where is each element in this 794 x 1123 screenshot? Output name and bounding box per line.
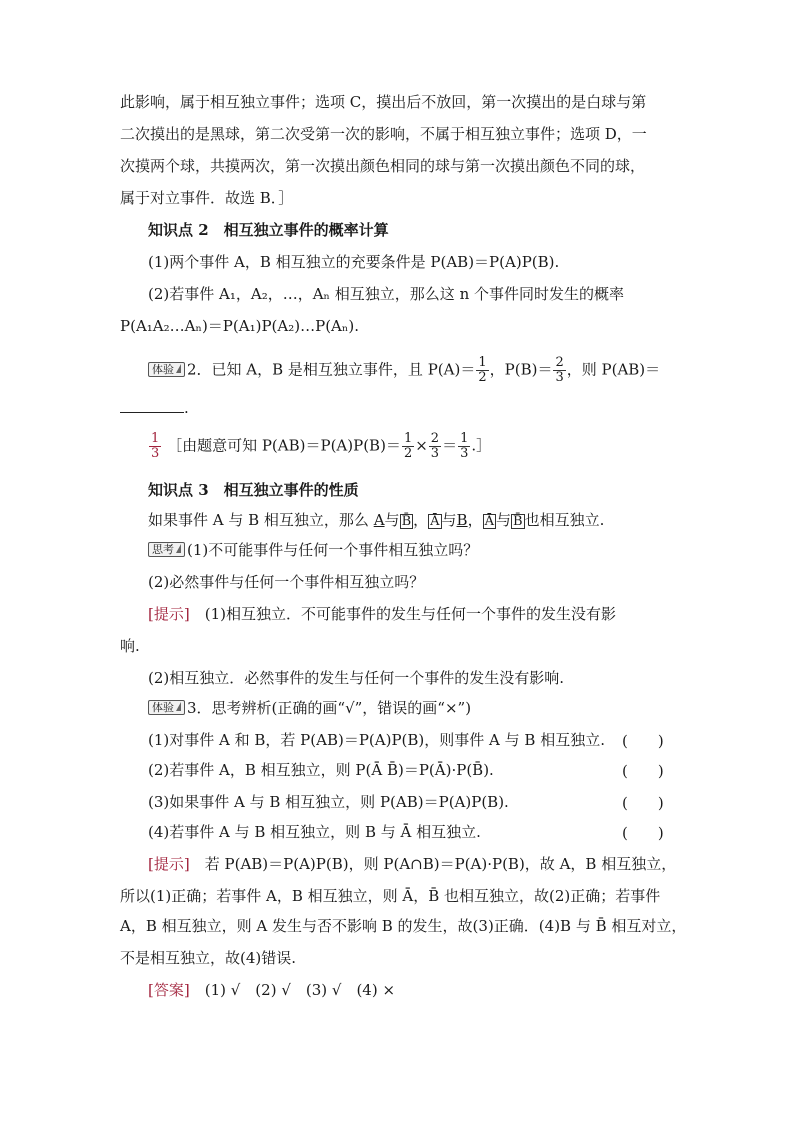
- text-line: 二次摸出的是黑球，第二次受第一次的影响，不属于相互独立事件；选项 D，一: [120, 125, 647, 143]
- question-1: (1)对事件 A 和 B，若 P(AB)＝P(A)P(B)，则事件 A 与 B 相互独立.: [148, 731, 605, 749]
- text-line: A，B 相互独立，则 A 发生与否不影响 B 的发生，故(3)正确．(4)B 与 B̄ 相互对立，: [120, 917, 687, 935]
- experience-tag: 体验: [148, 700, 185, 715]
- hint-label: [提示]: [148, 855, 190, 873]
- answer-paren[interactable]: ( ): [622, 824, 664, 842]
- fraction: $\frac{1}{2}$: [478, 355, 487, 385]
- hint-label: [提示]: [148, 605, 190, 623]
- answer-2: $\frac{1}{3}$ ［由题意可知 P(AB)＝P(A)P(B)＝ $\frac{1}{2}$ × $\frac{2}{3}$ ＝ $\frac{1}{3}$ .］: [151, 431, 492, 461]
- answer-paren[interactable]: ( ): [622, 794, 664, 812]
- section-heading: 知识点 2 相互独立事件的概率计算: [148, 221, 389, 239]
- text-line: 如果事件 A 与 B 相互独立，那么 A与 B̄ ， Ā 与B， Ā 与 B̄ 也相互独立.: [148, 511, 605, 529]
- answer-blank: .: [120, 398, 189, 418]
- fraction: $\frac{1}{3}$: [460, 431, 469, 461]
- text-line: 响.: [120, 637, 140, 655]
- question-3: (3)如果事件 A 与 B 相互独立，则 P(AB)＝P(A)P(B).: [148, 793, 509, 811]
- text-line: (2)若事件 A₁，A₂，…，Aₙ 相互独立，那么这 n 个事件同时发生的概率: [148, 285, 624, 303]
- text-line: 属于对立事件．故选 B．］: [120, 189, 294, 207]
- hint-line: [提示] 若 P(AB)＝P(A)P(B)，则 P(A∩B)＝P(A)·P(B)，故 A，B 相互独立，: [148, 855, 677, 873]
- text-line: 此影响，属于相互独立事件；选项 C，摸出后不放回，第一次摸出的是白球与第: [120, 93, 647, 111]
- fraction: $\frac{2}{3}$: [555, 355, 564, 385]
- answer-label: [答案]: [148, 981, 190, 999]
- answer-fraction: $\frac{1}{3}$: [151, 431, 160, 461]
- text-line: (2)相互独立．必然事件的发生与任何一个事件的发生没有影响.: [148, 669, 565, 687]
- fraction: $\frac{2}{3}$: [430, 431, 440, 461]
- section-heading: 知识点 3 相互独立事件的性质: [148, 481, 359, 499]
- question-2: (2)若事件 A，B 相互独立，则 P(Ā B̄)＝P(Ā)·P(B̄).: [148, 761, 494, 779]
- think-line: 思考 (1)不可能事件与任何一个事件相互独立吗？: [148, 540, 478, 560]
- text-line: 次摸两个球，共摸两次，第一次摸出颜色相同的球与第一次摸出颜色不同的球，: [120, 157, 646, 175]
- text-line: 不是相互独立，故(4)错误.: [120, 949, 297, 967]
- think-tag: 思考: [148, 542, 185, 557]
- exercise-3: 体验 3．思考辨析(正确的画“√”，错误的画“×”): [148, 698, 471, 718]
- experience-tag: 体验: [148, 362, 185, 377]
- text-line: P(A₁A₂…Aₙ)＝P(A₁)P(A₂)…P(Aₙ).: [120, 317, 359, 335]
- hint-line: [提示] (1)相互独立．不可能事件的发生与任何一个事件的发生没有影: [148, 605, 616, 623]
- text-line: (1)两个事件 A，B 相互独立的充要条件是 P(AB)＝P(A)P(B).: [148, 253, 560, 271]
- fraction: $\frac{1}{2}$: [403, 431, 413, 461]
- answer-paren[interactable]: ( ): [622, 762, 664, 780]
- question-4: (4)若事件 A 与 B 相互独立，则 B 与 Ā 相互独立.: [148, 823, 481, 841]
- text-line: 所以(1)正确；若事件 A，B 相互独立，则 Ā，B̄ 也相互独立，故(2)正确；若事件: [120, 887, 661, 905]
- answer-paren[interactable]: ( ): [622, 732, 664, 750]
- exercise-2: 体验 2．已知 A，B 是相互独立事件，且 P(A)＝ $\frac{1}{2}$ ，P(B)＝ $\frac{2}{3}$ ，则 P(AB)＝: [148, 356, 660, 385]
- answer-line: [答案] (1) √ (2) √ (3) √ (4) ×: [148, 981, 396, 999]
- text-line: (2)必然事件与任何一个事件相互独立吗？: [148, 573, 425, 591]
